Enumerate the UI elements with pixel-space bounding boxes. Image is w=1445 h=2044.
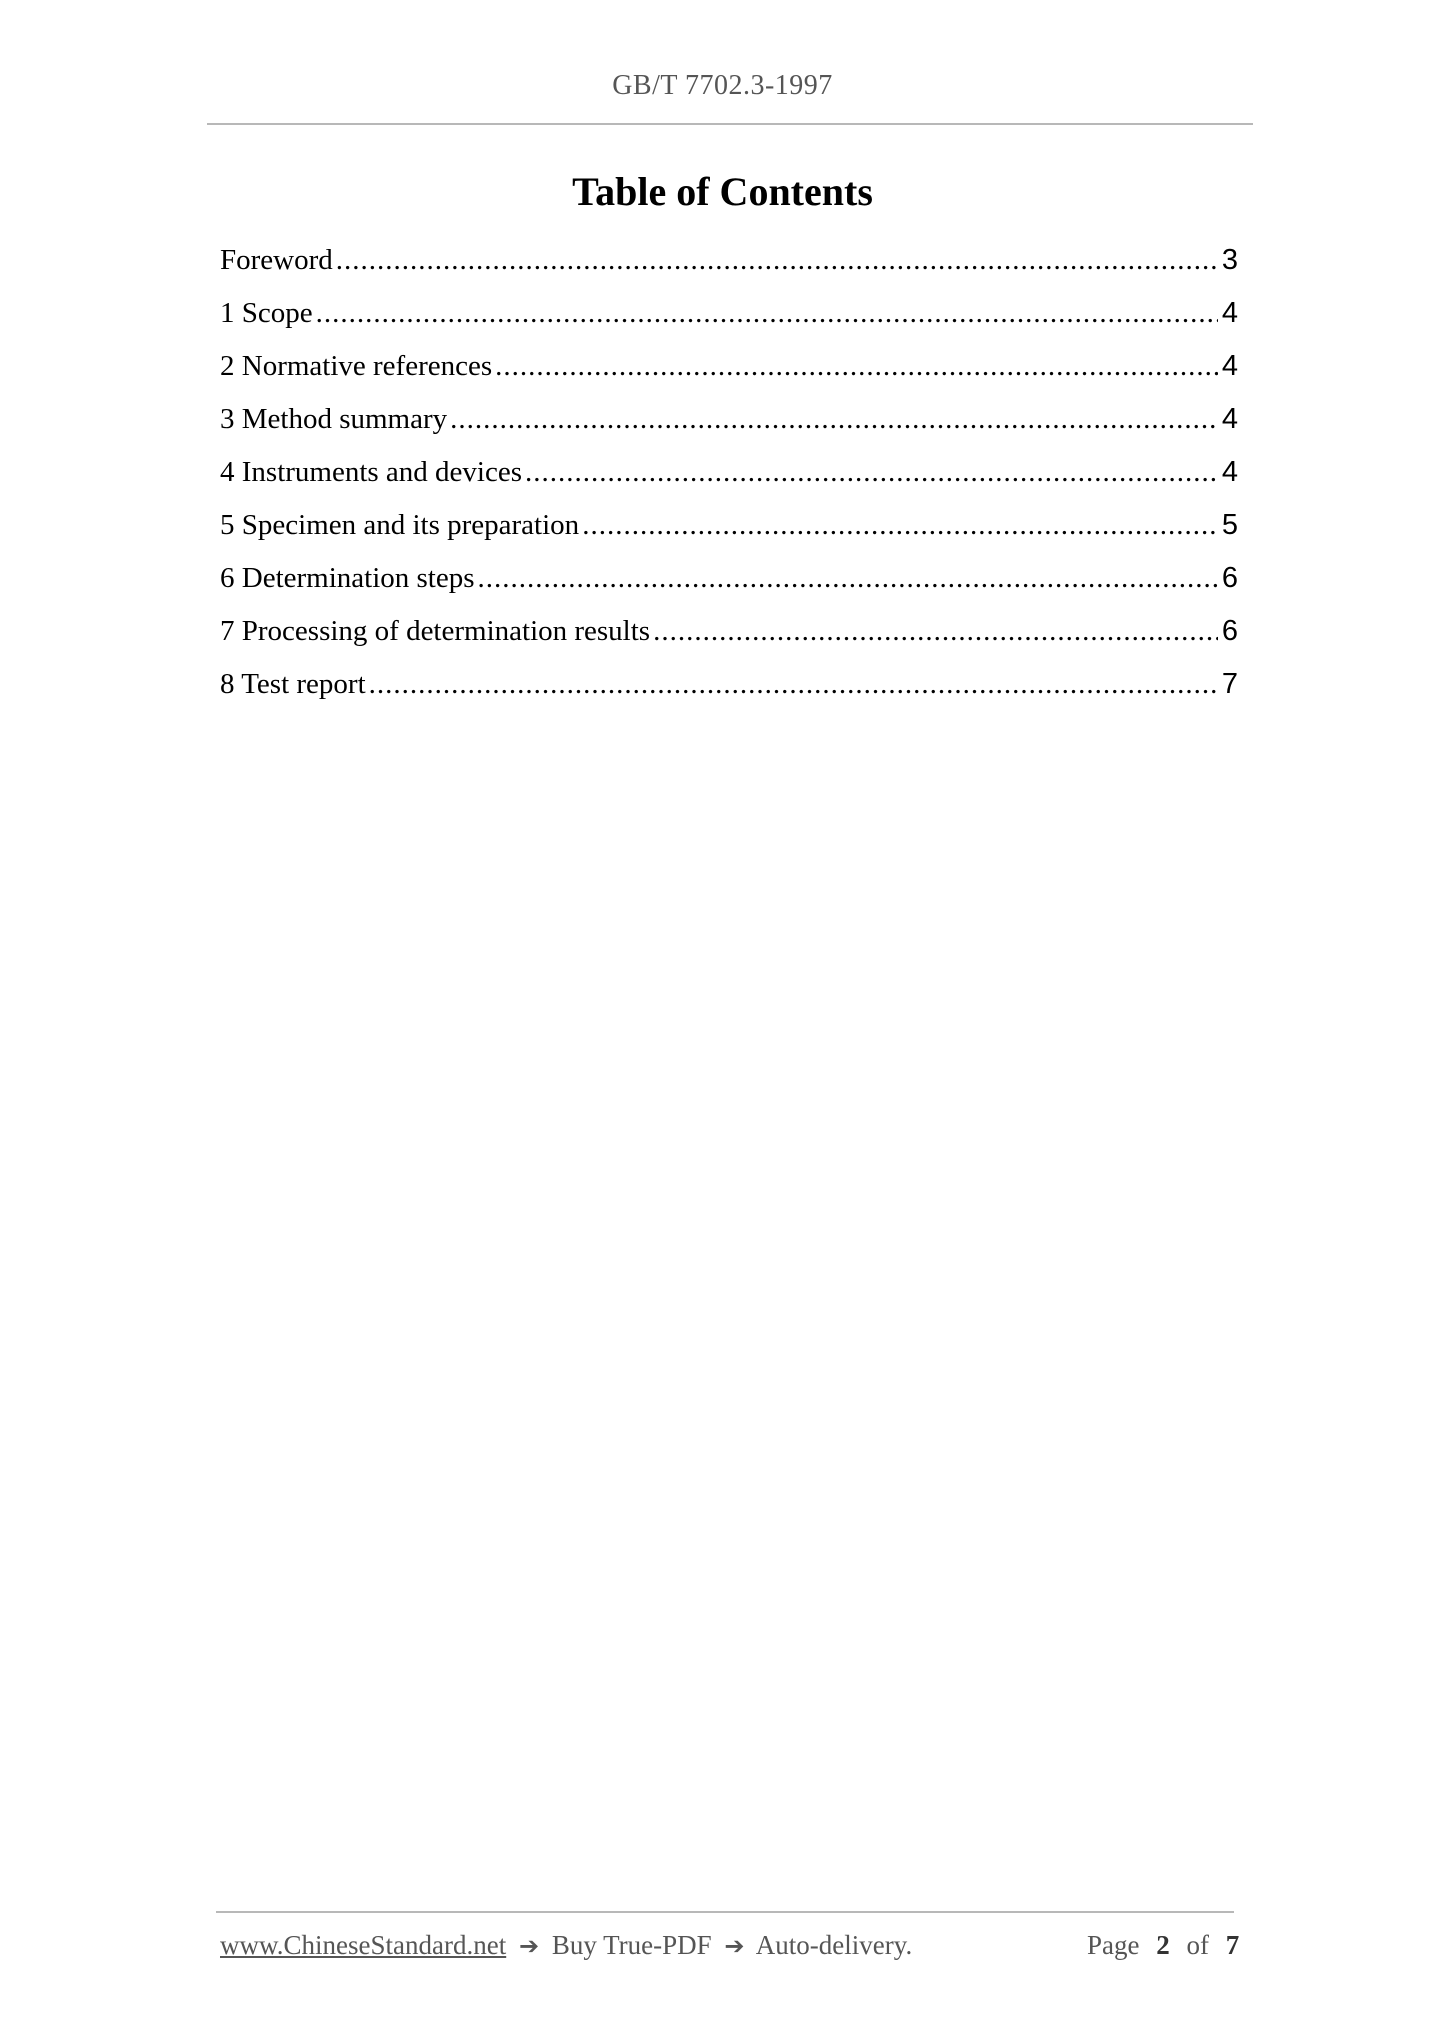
right-arrow-icon: ➔ [518,1932,540,1960]
toc-entry-test-report[interactable] [220,668,1238,721]
header-divider [207,123,1253,125]
toc-entry-page: 4 [1221,350,1238,382]
current-page-number: 2 [1156,1930,1170,1960]
toc-entry-page: 4 [1221,403,1238,435]
page-word: Page [1087,1930,1140,1960]
dot-leader [653,615,1218,648]
buy-true-pdf-text: Buy True-PDF [551,1930,712,1960]
dot-leader [582,509,1218,542]
toc-entry-label: 3 Method summary [220,403,448,435]
toc-entry-page: 3 [1221,244,1238,276]
toc-entry-label: 8 Test report [220,668,366,700]
of-word: of [1186,1930,1209,1960]
toc-list [220,244,1238,721]
toc-entry-normative-references[interactable] [220,350,1238,403]
toc-entry-page: 4 [1221,297,1238,329]
dot-leader [316,297,1218,330]
toc-entry-page: 6 [1221,615,1238,647]
page-header: GB/T 7702.3-1997 [612,70,833,101]
footer-divider [216,1911,1234,1913]
toc-entry-page: 5 [1221,509,1238,541]
toc-entry-page: 7 [1221,668,1238,700]
toc-entry-page: 4 [1221,456,1238,488]
total-page-count: 7 [1225,1930,1240,1960]
toc-entry-label: 4 Instruments and devices [220,456,523,488]
toc-entry-label: Foreword [220,244,333,276]
auto-delivery-text: Auto-delivery. [755,1930,913,1960]
footer-links [220,1930,912,1961]
page-title: Table of Contents [572,169,873,214]
toc-entry-label: 6 Determination steps [220,562,475,594]
toc-entry-page: 6 [1221,562,1238,594]
dot-leader [369,668,1218,701]
toc-entry-instruments-and-devices[interactable] [220,456,1238,509]
toc-entry-label: 1 Scope [220,297,313,329]
dot-leader [525,456,1218,489]
site-link[interactable]: www.ChineseStandard.net [220,1930,507,1960]
toc-entry-foreword[interactable] [220,244,1238,297]
toc-entry-method-summary[interactable] [220,403,1238,456]
right-arrow-icon: ➔ [724,1932,745,1960]
toc-entry-specimen-preparation[interactable] [220,509,1238,562]
toc-entry-processing-results[interactable] [220,615,1238,668]
toc-entry-label: 7 Processing of determination results [220,615,651,647]
dot-leader [336,244,1218,277]
dot-leader [450,403,1218,436]
page-indicator [1087,1930,1249,1961]
toc-entry-scope[interactable] [220,297,1238,350]
toc-entry-determination-steps[interactable] [220,562,1238,615]
toc-entry-label: 2 Normative references [220,350,493,382]
toc-entry-label: 5 Specimen and its preparation [220,509,580,541]
dot-leader [495,350,1218,383]
dot-leader [478,562,1218,595]
